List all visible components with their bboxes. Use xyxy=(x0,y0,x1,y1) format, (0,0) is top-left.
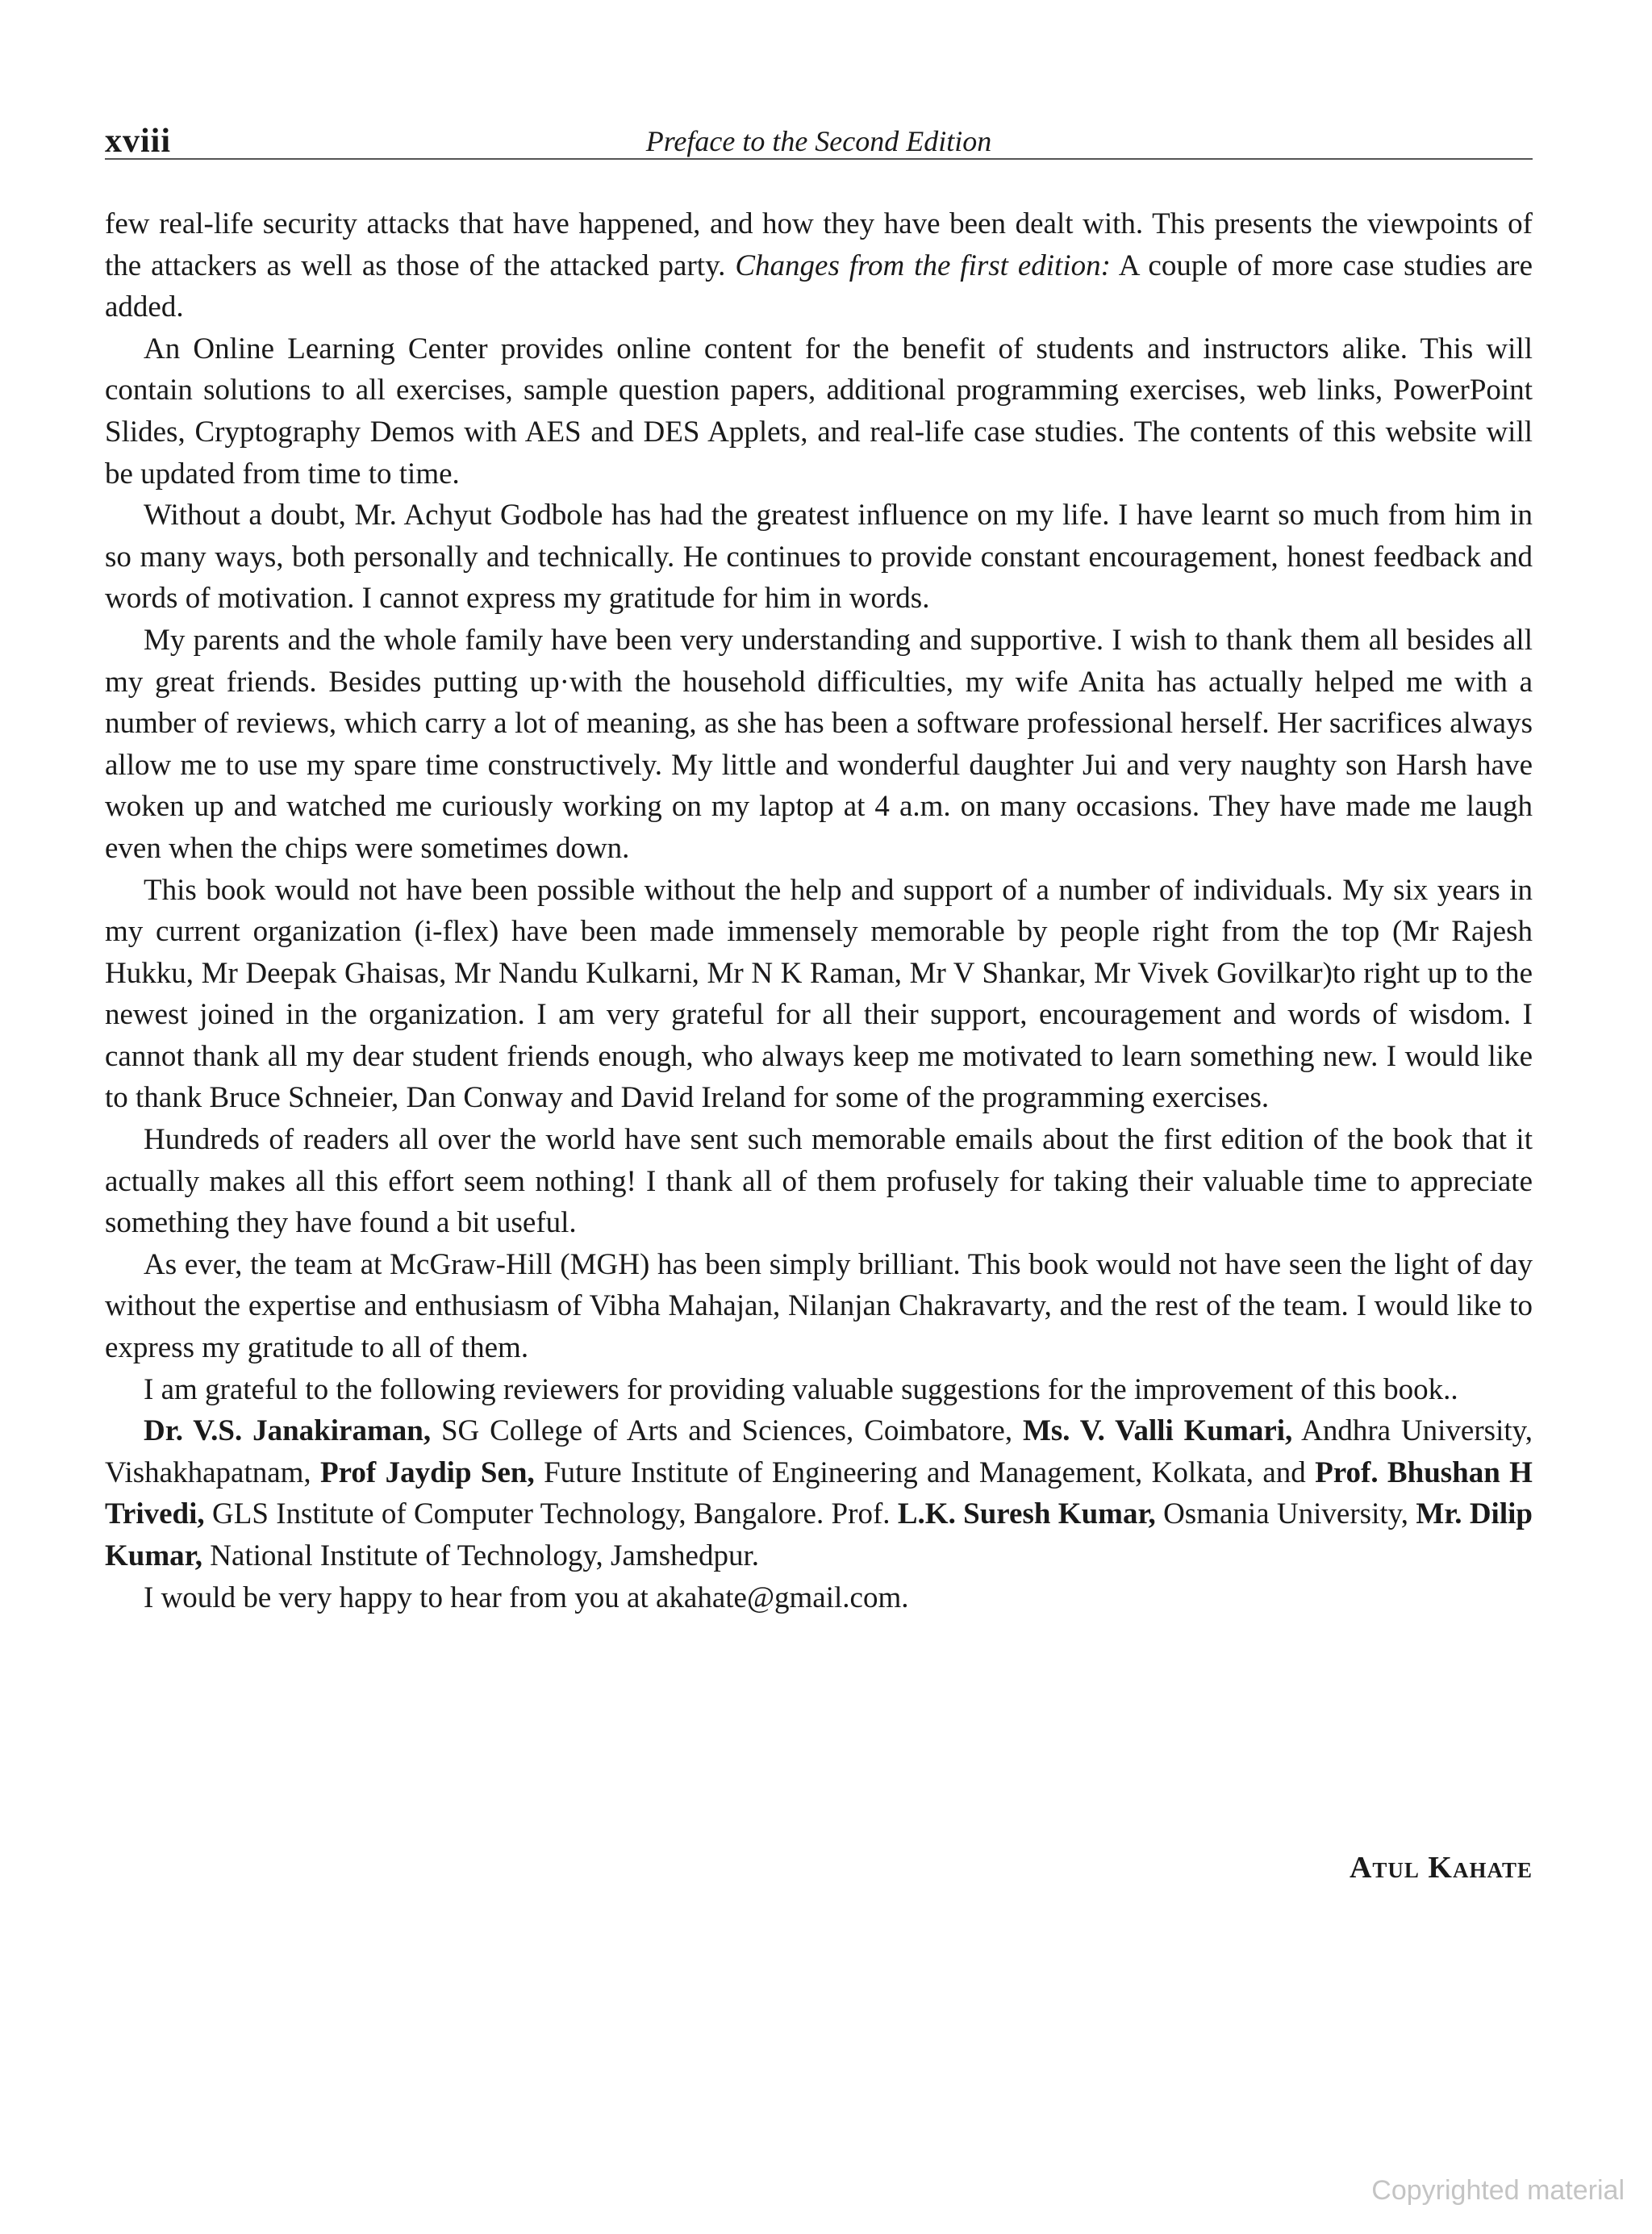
reviewer-affiliation: GLS Institute of Computer Technology, Bangalore. Prof. xyxy=(204,1497,898,1531)
page-number: xviii xyxy=(105,123,172,160)
changes-label: Changes from the first edition: xyxy=(735,248,1111,282)
paragraph-godbole: Without a doubt, Mr. Achyut Godbole has had the greatest influence on my life. I have learnt so much from him in so many ways, both personally and technically. He continues to provide constant encouragement, honest feedback and words of motivation. I cannot express my gratitude for him in words. xyxy=(105,499,1533,616)
body-text xyxy=(105,203,1533,1618)
reviewer-affiliation: Osmania University, xyxy=(1155,1497,1416,1531)
reviewer-name: Dr. V.S. Janakiraman, xyxy=(144,1414,432,1448)
reviewer-name: Prof Jaydip Sen, xyxy=(320,1455,535,1489)
page-header xyxy=(105,121,1533,161)
paragraph-contact: I would be very happy to hear from you at akahate@gmail.com. xyxy=(144,1581,909,1614)
paragraph-organization: This book would not have been possible without the help and support of a number of individuals. My six years in my current organization (i-flex) have been made immensely memorable by people right from the top (Mr Rajesh Hukku, Mr Deepak Ghaisas, Mr Nandu Kulkarni, Mr N K Raman, Mr V Shankar, Mr Vivek Govilkar)to right up to the newest joined in the organization. I am very grateful for all their support, encouragement and words of wisdom. I cannot thank all my dear student friends enough, who always keep me motivated to learn something new. I would like to thank Bruce Schneier, Dan Conway and David Ireland for some of the programming exercises. xyxy=(105,873,1533,1115)
paragraph-online-learning-center: An Online Learning Center provides online content for the benefit of students and instructors alike. This will contain solutions to all exercises, sample question papers, additional programming exercises, web links, PowerPoint Slides, Cryptography Demos with AES and DES Applets, and real-life case studies. The contents of this website will be updated from time to time. xyxy=(105,332,1533,491)
reviewer-affiliation: Future Institute of Engineering and Management, Kolkata, and xyxy=(534,1455,1316,1489)
reviewer-name: Prof. Bhushan H Trivedi, xyxy=(105,1455,1533,1531)
author-signature: Atul Kahate xyxy=(1349,1851,1533,1885)
running-head: Preface to the Second Edition xyxy=(645,125,992,157)
reviewer-name: Ms. V. Valli Kumari, xyxy=(1022,1414,1293,1448)
paragraph-text: A couple of more case studies are added. xyxy=(105,248,1533,324)
header-rule xyxy=(105,158,1533,160)
reviewer-affiliation: Andhra University, Vishakhapatnam, xyxy=(105,1414,1533,1489)
reviewer-affiliation: SG College of Arts and Sciences, Coimbatore, xyxy=(431,1414,1023,1448)
paragraph-reviewers-list xyxy=(105,1410,1533,1576)
reviewer-affiliation: National Institute of Technology, Jamshedpur. xyxy=(202,1539,759,1572)
paragraph-case-studies xyxy=(105,203,1533,328)
paragraph-readers: Hundreds of readers all over the world have sent such memorable emails about the first edition of the book that it actually makes all this effort seem nothing! I thank all of them profusely for taking their valuable time to appreciate something they have found a bit useful. xyxy=(105,1123,1533,1240)
reviewer-name: Mr. Dilip Kumar, xyxy=(105,1497,1533,1572)
paragraph-mcgraw-hill: As ever, the team at McGraw-Hill (MGH) has been simply brilliant. This book would not have seen the light of day without the expertise and enthusiasm of Vibha Mahajan, Nilanjan Chakravarty, and the rest of the team. I would like to express my gratitude to all of them. xyxy=(105,1247,1533,1365)
paragraph-text: few real-life security attacks that have happened, and how they have been dealt with. This presents the viewpoints of the attackers as well as those of the attacked party. xyxy=(105,207,1533,282)
paragraph-family: My parents and the whole family have been very understanding and supportive. I wish to thank them all besides all my great friends. Besides putting up·with the household difficulties, my wife Anita has actually helped me with a number of reviews, which carry a lot of meaning, as she has been a software professional herself. Her sacrifices always allow me to use my spare time constructively. My little and wonderful daughter Jui and very naughty son Harsh have woken up and watched me curiously working on my laptop at 4 a.m. on many occasions. They have made me laugh even when the chips were sometimes down. xyxy=(105,623,1533,865)
copyright-watermark: Copyrighted material xyxy=(1371,2175,1625,2206)
paragraph-reviewers-intro: I am grateful to the following reviewers for providing valuable suggestions for the improvement of this book.. xyxy=(144,1372,1458,1406)
reviewer-name: L.K. Suresh Kumar, xyxy=(897,1497,1156,1531)
